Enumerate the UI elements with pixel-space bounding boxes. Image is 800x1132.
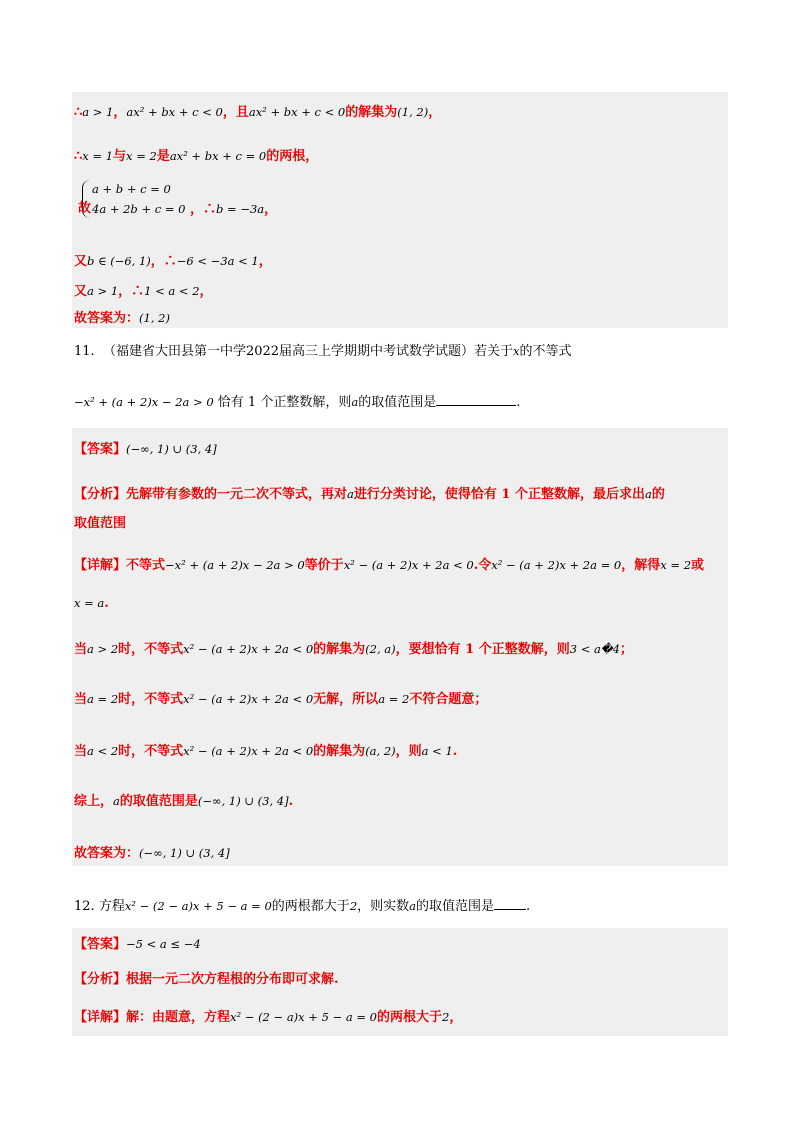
q11-case-3: 当a < 2时，不等式x² − (a + 2)x + 2a < 0的解集为(a, 2)，则a < 1. bbox=[74, 744, 458, 759]
q11-analysis-cont: 取值范围 bbox=[74, 516, 127, 531]
q10-line-3-prefix: 故 bbox=[78, 201, 92, 216]
q10-final-answer: 故答案为：(1, 2) bbox=[74, 311, 170, 326]
q10-system-eq-2: 4a + 2b + c = 0 bbox=[92, 202, 186, 216]
q12-answer: 【答案】−5 < a ≤ −4 bbox=[74, 937, 201, 952]
answer-blank bbox=[436, 405, 516, 406]
q11-summary: 综上，a的取值范围是(−∞, 1) ∪ (3, 4]. bbox=[74, 794, 294, 809]
q11-case-1: 当a > 2时，不等式x² − (a + 2)x + 2a < 0的解集为(2, a)，要想恰有 1 个正整数解，则3 < a�4； bbox=[74, 642, 634, 657]
q12-detail: 【详解】解：由题意，方程x² − (2 − a)x + 5 − a = 0的两根大于2， bbox=[74, 1010, 463, 1025]
q10-system-eq-1: a + b + c = 0 bbox=[92, 182, 171, 196]
q11-stem-line-1: 11. （福建省大田县第一中学2022届高三上学期期中考试数学试题）若关于x的不等式 bbox=[74, 344, 572, 359]
q10-line-2: ∴x = 1与x = 2是ax² + bx + c = 0的两根， bbox=[74, 149, 319, 164]
q11-stem-line-2: −x² + (a + 2)x − 2a > 0 恰有 1 个正整数解，则a的取值范围是 . bbox=[74, 395, 521, 410]
q11-answer: 【答案】(−∞, 1) ∪ (3, 4] bbox=[74, 442, 217, 457]
answer-blank bbox=[494, 909, 526, 910]
q11-detail-line-2: x = a. bbox=[74, 596, 109, 611]
q12-analysis: 【分析】根据一元二次方程根的分布即可求解. bbox=[74, 972, 339, 987]
q11-detail-line-1: 【详解】不等式−x² + (a + 2)x − 2a > 0等价于x² − (a + 2)x + 2a < 0.令x² − (a + 2)x + 2a = 0，解得x = 2或 bbox=[74, 558, 705, 573]
q11-final-answer: 故答案为：(−∞, 1) ∪ (3, 4] bbox=[74, 846, 230, 861]
q10-line-4: 又b ∈ (−6, 1)，∴−6 < −3a < 1， bbox=[74, 254, 272, 269]
q10-line-5: 又a > 1，∴1 < a < 2， bbox=[74, 284, 213, 299]
q11-case-2: 当a = 2时，不等式x² − (a + 2)x + 2a < 0无解，所以a = 2不符合题意； bbox=[74, 692, 488, 707]
q10-line-3-suffix: ，∴b = −3a， bbox=[190, 202, 278, 217]
q12-stem: 12. 方程x² − (2 − a)x + 5 − a = 0的两根都大于2，则实数a的取值范围是 . bbox=[74, 899, 531, 914]
q11-analysis: 【分析】先解带有参数的一元二次不等式，再对a进行分类讨论，使得恰有 1 个正整数解，最后求出a的 bbox=[74, 487, 665, 502]
q10-line-1: ∴a > 1，ax² + bx + c < 0，且ax² + bx + c < 0的解集为(1, 2)， bbox=[74, 105, 442, 120]
